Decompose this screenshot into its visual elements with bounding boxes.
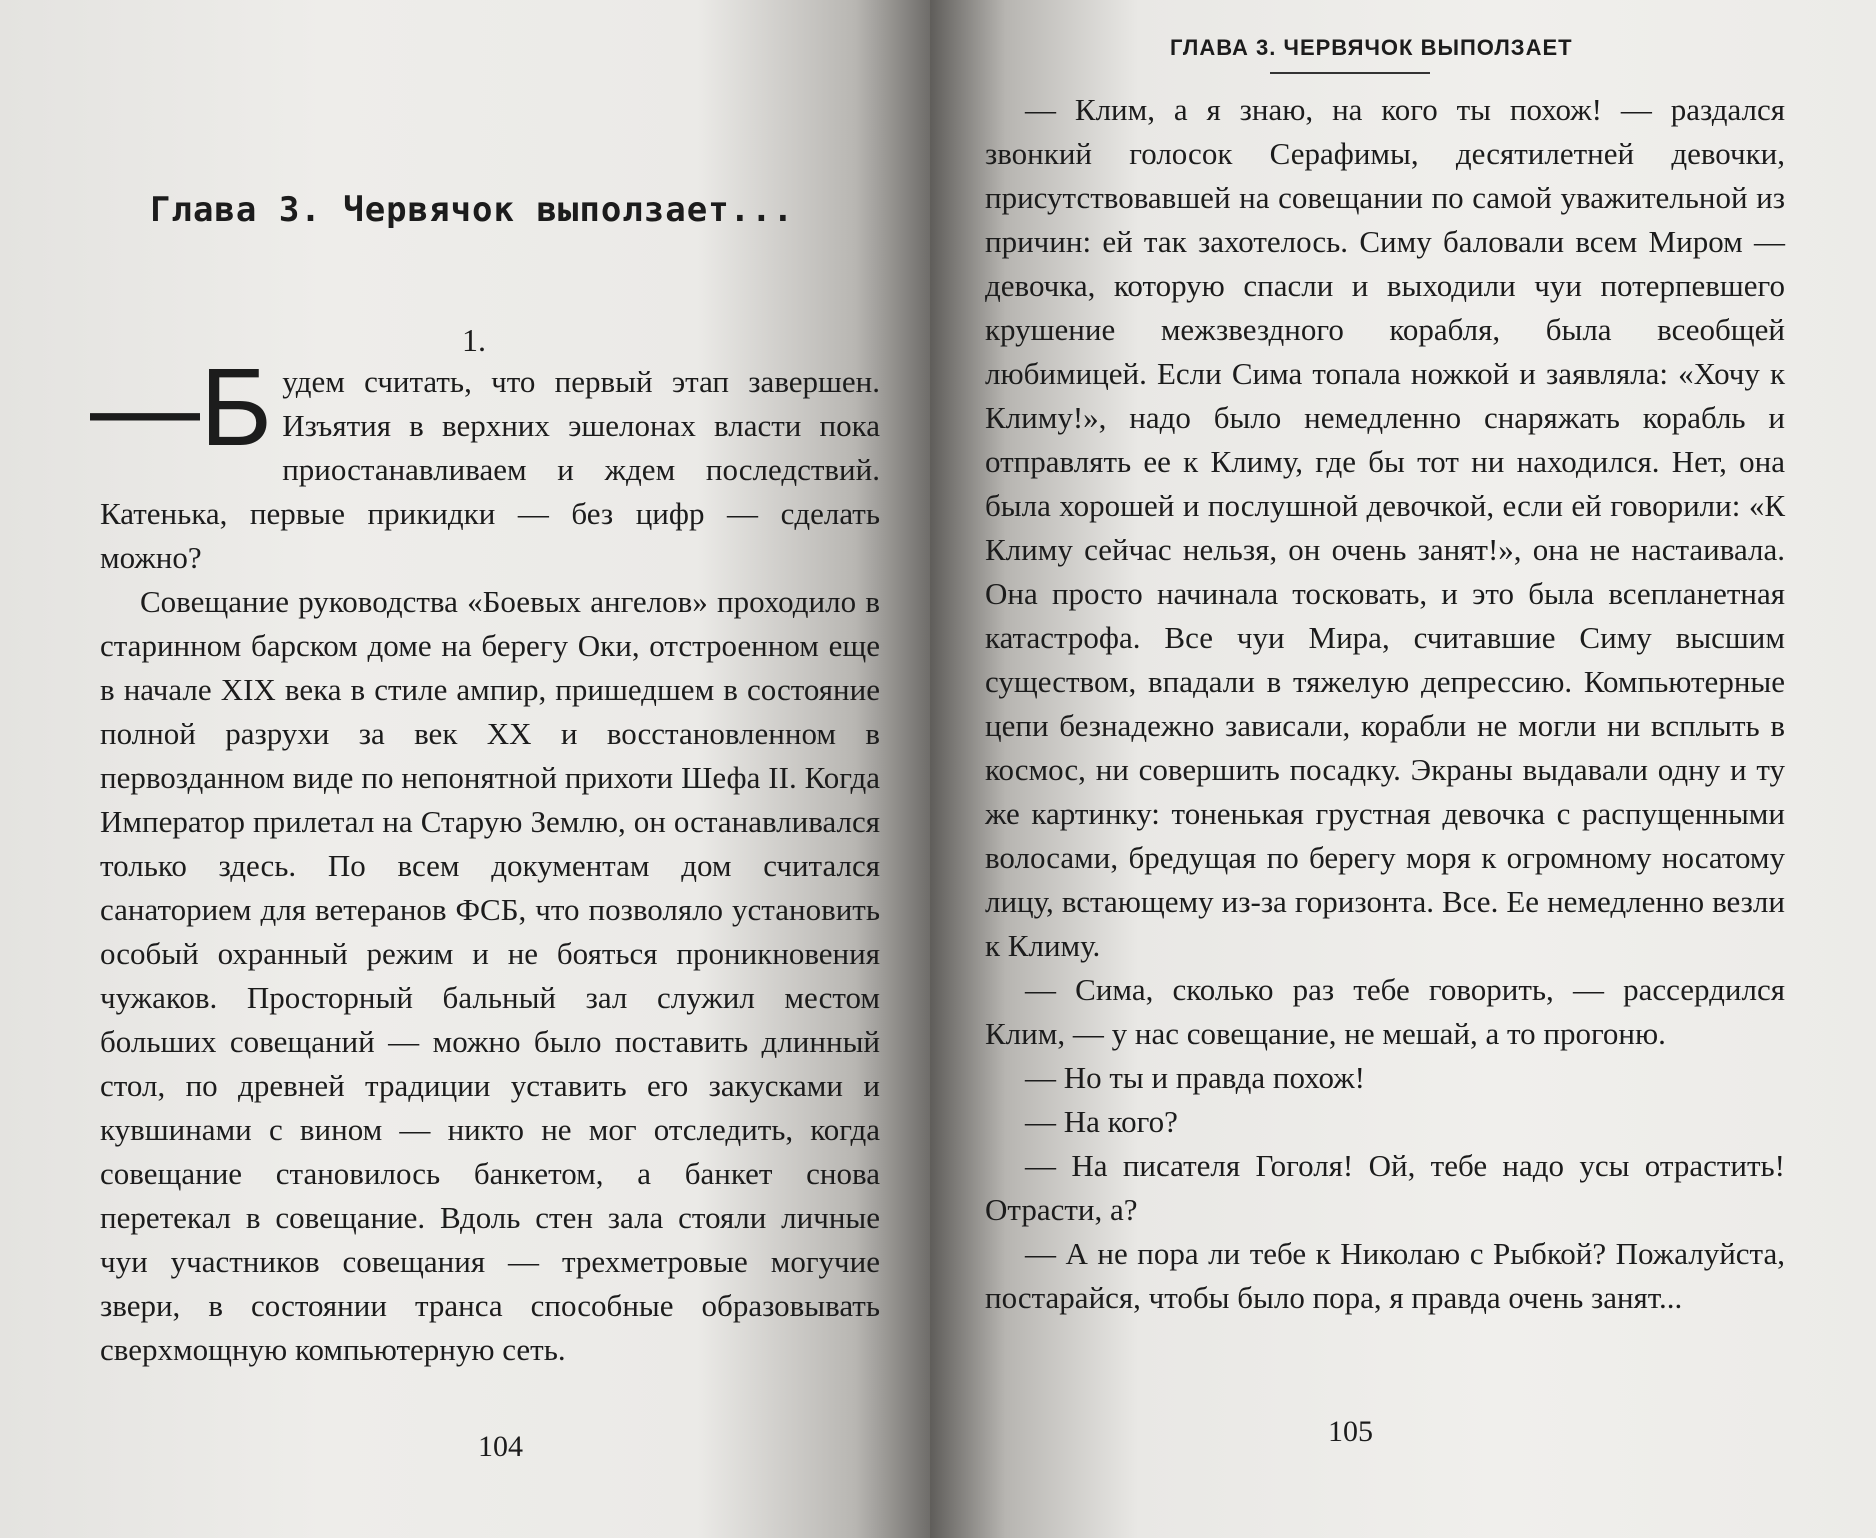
paragraph xyxy=(90,346,880,580)
paragraph-text: удем считать, что первый этап завершен. Изъятия в верхних эшелонах власти пока приостанавливаем и ждем последствий. Катенька, первые прикидки — без цифр — сделать можно? xyxy=(100,364,880,575)
section-number: 1. xyxy=(462,322,486,358)
chapter-title: Глава 3. Червячок выползает... xyxy=(150,190,795,230)
left-body-text xyxy=(90,346,880,1372)
running-head-rule xyxy=(1270,72,1430,74)
paragraph: — Клим, а я знаю, на кого ты похож! — раздался звонкий голосок Серафимы, десятилетней девочки, присутствовавшей на совещании по самой уважительной из причин: ей так захотелось. Симу баловали всем Миром — девочка, которую спасли и выходили чуи потерпевшего крушение межзвездного корабля, была всеобщей любимицей. Если Сима топала ножкой и заявляла: «Хочу к Климу!», надо было немедленно снаряжать корабль и отправлять ее к Климу, где бы тот ни находился. Нет, она была хорошей и послушной девочкой, если ей говорили: «К Климу сейчас нельзя, он очень занят!», она не настаивала. Она просто начинала тосковать, и это была всепланетная катастрофа. Все чуи Мира, считавшие Симу высшим существом, впадали в тяжелую депрессию. Компьютерные цепи безнадежно зависали, корабли не могли ни всплыть в космос, ни совершить посадку. Экраны выдавали одну и ту же картинку: тоненькая грустная девочка с распущенными волосами, бредущая по берегу моря к огромному носатому лицу, встающему из-за горизонта. Все. Ее немедленно везли к Климу. xyxy=(985,92,1785,963)
right-page xyxy=(930,0,1876,1538)
paragraph: — Но ты и правда похож! xyxy=(1025,1060,1365,1095)
running-head: ГЛАВА 3. ЧЕРВЯЧОК ВЫПОЛЗАЕТ xyxy=(1170,35,1573,60)
right-body-text xyxy=(985,88,1785,1320)
page-number-right: 105 xyxy=(1328,1415,1373,1448)
paragraph: — А не пора ли тебе к Николаю с Рыбкой? Пожалуйста, постарайся, чтобы было пора, я правда очень занят... xyxy=(985,1236,1785,1315)
paragraph: Совещание руководства «Боевых ангелов» проходило в старинном барском доме на берегу Оки, отстроенном еще в начале XIX века в стиле ампир, пришедшем в состояние полной разрухи за век XX и восстановленном в первозданном виде по непонятной прихоти Шефа II. Когда Император прилетал на Старую Землю, он останавливался только здесь. По всем документам дом считался санаторием для ветеранов ФСБ, что позволяло установить особый охранный режим и не бояться проникновения чужаков. Просторный бальный зал служил местом больших совещаний — можно было поставить длинный стол, по древней традиции уставить его закусками и кувшинами с вином — никто не мог отследить, когда совещание становилось банкетом, а банкет снова перетекал в совещание. Вдоль стен зала стояли личные чуи участников совещания — трехметровые могучие звери, в состоянии транса способные образовывать сверхмощную компьютерную сеть. xyxy=(100,584,880,1367)
paragraph: — На кого? xyxy=(1025,1104,1178,1139)
left-page xyxy=(0,0,930,1538)
page-number-left: 104 xyxy=(478,1430,523,1463)
paragraph: — Сима, сколько раз тебе говорить, — рассердился Клим, — у нас совещание, не мешай, а то прогоню. xyxy=(985,972,1785,1051)
paragraph: — На писателя Гоголя! Ой, тебе надо усы отрастить! Отрасти, а? xyxy=(985,1148,1785,1227)
dropcap: —Б xyxy=(90,346,273,469)
